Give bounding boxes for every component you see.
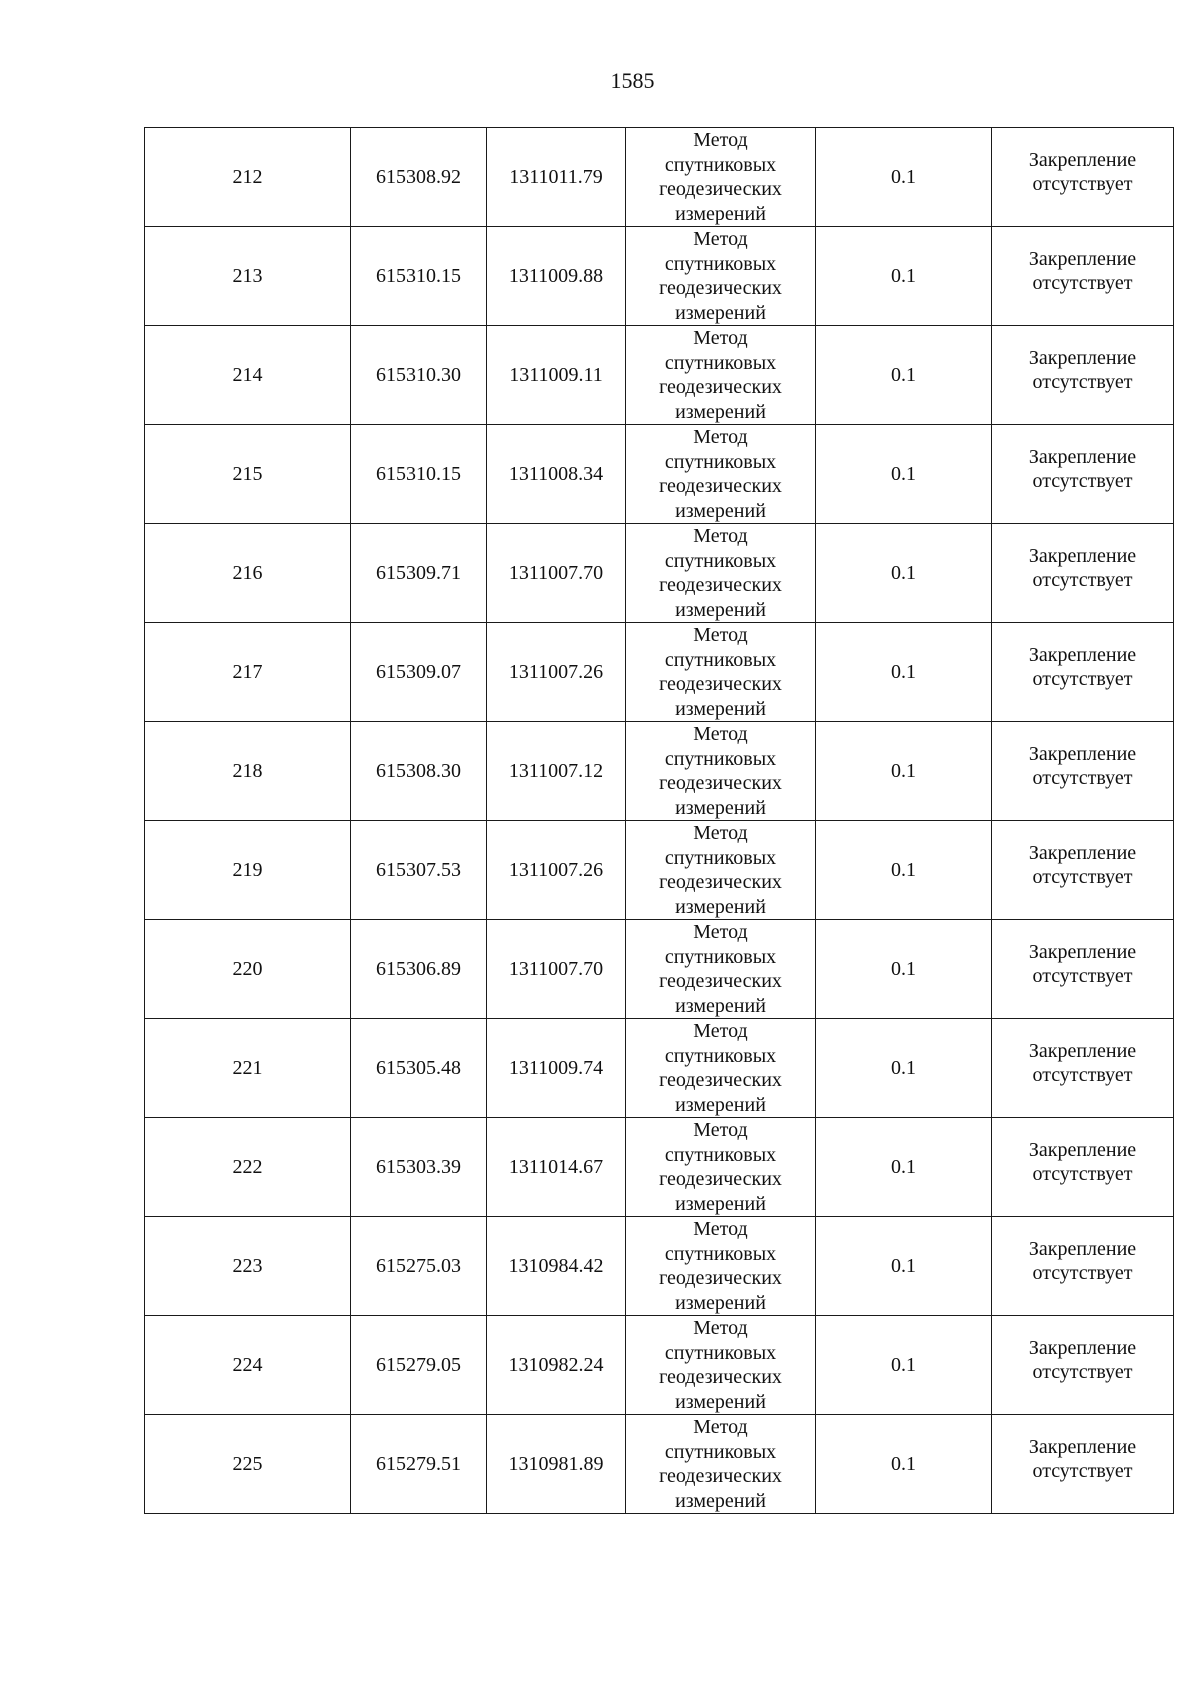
x-coordinate-cell: 615308.92	[351, 128, 487, 227]
method-line: геодезических	[659, 475, 782, 497]
accuracy-cell: 0.1	[816, 326, 992, 425]
accuracy-cell: 0.1	[816, 425, 992, 524]
fixing-line: отсутствует	[1032, 1262, 1133, 1284]
point-number-cell: 218	[145, 722, 351, 821]
table-row	[145, 1118, 1174, 1217]
fixing-line: отсутствует	[1032, 173, 1133, 195]
method-line: геодезических	[659, 673, 782, 695]
table-row	[145, 524, 1174, 623]
method-cell	[626, 128, 816, 227]
table-row	[145, 722, 1174, 821]
method-line: геодезических	[659, 871, 782, 893]
fixing-cell	[992, 821, 1174, 920]
method-cell	[626, 1316, 816, 1415]
x-coordinate-cell: 615306.89	[351, 920, 487, 1019]
point-number-cell: 216	[145, 524, 351, 623]
method-line: измерений	[675, 1093, 766, 1116]
fixing-line: отсутствует	[1032, 470, 1133, 492]
method-cell	[626, 524, 816, 623]
table-row	[145, 1316, 1174, 1415]
method-line: геодезических	[659, 376, 782, 398]
method-cell	[626, 326, 816, 425]
y-coordinate-cell: 1311009.11	[487, 326, 626, 425]
method-line: измерений	[675, 1291, 766, 1314]
fixing-line: отсутствует	[1032, 668, 1133, 690]
accuracy-cell: 0.1	[816, 821, 992, 920]
method-line: измерений	[675, 598, 766, 621]
method-line: измерений	[675, 1489, 766, 1512]
point-number-cell: 223	[145, 1217, 351, 1316]
fixing-line: Закрепление	[1028, 1435, 1137, 1458]
method-cell	[626, 1019, 816, 1118]
point-number-cell: 215	[145, 425, 351, 524]
fixing-line: Закрепление	[1028, 1138, 1137, 1161]
fixing-line: отсутствует	[1032, 767, 1133, 789]
method-line: Метод	[693, 129, 748, 151]
y-coordinate-cell: 1311007.12	[487, 722, 626, 821]
method-cell	[626, 227, 816, 326]
fixing-cell	[992, 1217, 1174, 1316]
method-line: спутниковых	[664, 1143, 777, 1166]
fixing-line: отсутствует	[1032, 1163, 1133, 1185]
fixing-line: отсутствует	[1032, 1460, 1133, 1482]
y-coordinate-cell: 1311007.26	[487, 821, 626, 920]
method-cell	[626, 821, 816, 920]
fixing-line: Закрепление	[1028, 742, 1137, 765]
fixing-cell	[992, 1118, 1174, 1217]
table-row	[145, 128, 1174, 227]
accuracy-cell: 0.1	[816, 128, 992, 227]
method-line: спутниковых	[664, 1341, 777, 1364]
method-cell	[626, 1415, 816, 1514]
method-line: геодезических	[659, 277, 782, 299]
point-number-cell: 217	[145, 623, 351, 722]
method-line: Метод	[693, 525, 748, 547]
method-line: спутниковых	[664, 846, 777, 869]
fixing-cell	[992, 227, 1174, 326]
table-row	[145, 821, 1174, 920]
fixing-cell	[992, 1019, 1174, 1118]
method-line: спутниковых	[664, 1242, 777, 1265]
table-row	[145, 1217, 1174, 1316]
point-number-cell: 221	[145, 1019, 351, 1118]
fixing-line: отсутствует	[1032, 272, 1133, 294]
fixing-line: отсутствует	[1032, 371, 1133, 393]
table-row	[145, 1019, 1174, 1118]
accuracy-cell: 0.1	[816, 722, 992, 821]
method-line: спутниковых	[664, 1440, 777, 1463]
fixing-line: отсутствует	[1032, 1064, 1133, 1086]
method-line: спутниковых	[664, 252, 777, 275]
x-coordinate-cell: 615310.15	[351, 227, 487, 326]
method-line: измерений	[675, 1192, 766, 1215]
fixing-line: Закрепление	[1028, 1039, 1137, 1062]
fixing-line: отсутствует	[1032, 569, 1133, 591]
x-coordinate-cell: 615310.15	[351, 425, 487, 524]
point-number-cell: 220	[145, 920, 351, 1019]
method-line: Метод	[693, 1020, 748, 1042]
table-row	[145, 425, 1174, 524]
accuracy-cell: 0.1	[816, 920, 992, 1019]
method-line: Метод	[693, 624, 748, 646]
fixing-line: Закрепление	[1028, 346, 1137, 369]
y-coordinate-cell: 1311014.67	[487, 1118, 626, 1217]
method-cell	[626, 623, 816, 722]
method-line: Метод	[693, 1317, 748, 1339]
method-line: измерений	[675, 400, 766, 423]
y-coordinate-cell: 1310981.89	[487, 1415, 626, 1514]
method-line: Метод	[693, 921, 748, 943]
method-line: геодезических	[659, 1366, 782, 1388]
x-coordinate-cell: 615307.53	[351, 821, 487, 920]
method-cell	[626, 722, 816, 821]
method-line: геодезических	[659, 1465, 782, 1487]
y-coordinate-cell: 1311008.34	[487, 425, 626, 524]
y-coordinate-cell: 1311009.88	[487, 227, 626, 326]
x-coordinate-cell: 615279.05	[351, 1316, 487, 1415]
method-line: Метод	[693, 822, 748, 844]
method-cell	[626, 1217, 816, 1316]
method-line: спутниковых	[664, 450, 777, 473]
fixing-line: Закрепление	[1028, 1237, 1137, 1260]
fixing-line: Закрепление	[1028, 148, 1137, 171]
accuracy-cell: 0.1	[816, 1217, 992, 1316]
method-line: Метод	[693, 228, 748, 250]
method-line: Метод	[693, 1416, 748, 1438]
table-row	[145, 920, 1174, 1019]
method-line: спутниковых	[664, 351, 777, 374]
x-coordinate-cell: 615305.48	[351, 1019, 487, 1118]
x-coordinate-cell: 615309.71	[351, 524, 487, 623]
x-coordinate-cell: 615303.39	[351, 1118, 487, 1217]
x-coordinate-cell: 615275.03	[351, 1217, 487, 1316]
method-line: геодезических	[659, 970, 782, 992]
fixing-line: Закрепление	[1028, 940, 1137, 963]
accuracy-cell: 0.1	[816, 1415, 992, 1514]
method-line: Метод	[693, 426, 748, 448]
y-coordinate-cell: 1310984.42	[487, 1217, 626, 1316]
accuracy-cell: 0.1	[816, 1118, 992, 1217]
method-line: спутниковых	[664, 549, 777, 572]
point-number-cell: 213	[145, 227, 351, 326]
fixing-cell	[992, 326, 1174, 425]
method-line: Метод	[693, 1218, 748, 1240]
method-cell	[626, 920, 816, 1019]
point-number-cell: 219	[145, 821, 351, 920]
method-line: геодезических	[659, 1069, 782, 1091]
method-cell	[626, 425, 816, 524]
fixing-cell	[992, 128, 1174, 227]
fixing-line: отсутствует	[1032, 1361, 1133, 1383]
method-line: спутниковых	[664, 945, 777, 968]
method-line: Метод	[693, 723, 748, 745]
method-line: спутниковых	[664, 1044, 777, 1067]
y-coordinate-cell: 1311009.74	[487, 1019, 626, 1118]
method-line: геодезических	[659, 1168, 782, 1190]
method-line: измерений	[675, 895, 766, 918]
fixing-cell	[992, 524, 1174, 623]
fixing-line: Закрепление	[1028, 247, 1137, 270]
method-line: измерений	[675, 1390, 766, 1413]
fixing-line: Закрепление	[1028, 544, 1137, 567]
fixing-cell	[992, 920, 1174, 1019]
method-line: измерений	[675, 697, 766, 720]
method-line: Метод	[693, 327, 748, 349]
page-number: 1585	[610, 68, 655, 93]
coordinates-table-body	[145, 128, 1174, 1514]
fixing-cell	[992, 623, 1174, 722]
accuracy-cell: 0.1	[816, 524, 992, 623]
accuracy-cell: 0.1	[816, 1316, 992, 1415]
x-coordinate-cell: 615308.30	[351, 722, 487, 821]
table-row	[145, 623, 1174, 722]
method-line: спутниковых	[664, 648, 777, 671]
method-cell	[626, 1118, 816, 1217]
point-number-cell: 225	[145, 1415, 351, 1514]
method-line: измерений	[675, 796, 766, 819]
table-row	[145, 227, 1174, 326]
x-coordinate-cell: 615309.07	[351, 623, 487, 722]
accuracy-cell: 0.1	[816, 1019, 992, 1118]
fixing-cell	[992, 425, 1174, 524]
table-row	[145, 326, 1174, 425]
y-coordinate-cell: 1311011.79	[487, 128, 626, 227]
method-line: геодезических	[659, 1267, 782, 1289]
y-coordinate-cell: 1310982.24	[487, 1316, 626, 1415]
accuracy-cell: 0.1	[816, 227, 992, 326]
coordinates-table	[144, 127, 1174, 1514]
point-number-cell: 214	[145, 326, 351, 425]
table-row	[145, 1415, 1174, 1514]
fixing-line: Закрепление	[1028, 1336, 1137, 1359]
y-coordinate-cell: 1311007.70	[487, 920, 626, 1019]
y-coordinate-cell: 1311007.70	[487, 524, 626, 623]
method-line: измерений	[675, 202, 766, 225]
accuracy-cell: 0.1	[816, 623, 992, 722]
fixing-cell	[992, 1415, 1174, 1514]
method-line: измерений	[675, 499, 766, 522]
fixing-line: Закрепление	[1028, 445, 1137, 468]
method-line: геодезических	[659, 178, 782, 200]
method-line: геодезических	[659, 772, 782, 794]
method-line: спутниковых	[664, 747, 777, 770]
method-line: спутниковых	[664, 153, 777, 176]
fixing-cell	[992, 1316, 1174, 1415]
fixing-line: отсутствует	[1032, 866, 1133, 888]
x-coordinate-cell: 615279.51	[351, 1415, 487, 1514]
fixing-line: Закрепление	[1028, 643, 1137, 666]
point-number-cell: 212	[145, 128, 351, 227]
method-line: Метод	[693, 1119, 748, 1141]
fixing-line: Закрепление	[1028, 841, 1137, 864]
point-number-cell: 222	[145, 1118, 351, 1217]
method-line: измерений	[675, 994, 766, 1017]
fixing-line: отсутствует	[1032, 965, 1133, 987]
point-number-cell: 224	[145, 1316, 351, 1415]
x-coordinate-cell: 615310.30	[351, 326, 487, 425]
y-coordinate-cell: 1311007.26	[487, 623, 626, 722]
method-line: измерений	[675, 301, 766, 324]
fixing-cell	[992, 722, 1174, 821]
method-line: геодезических	[659, 574, 782, 596]
